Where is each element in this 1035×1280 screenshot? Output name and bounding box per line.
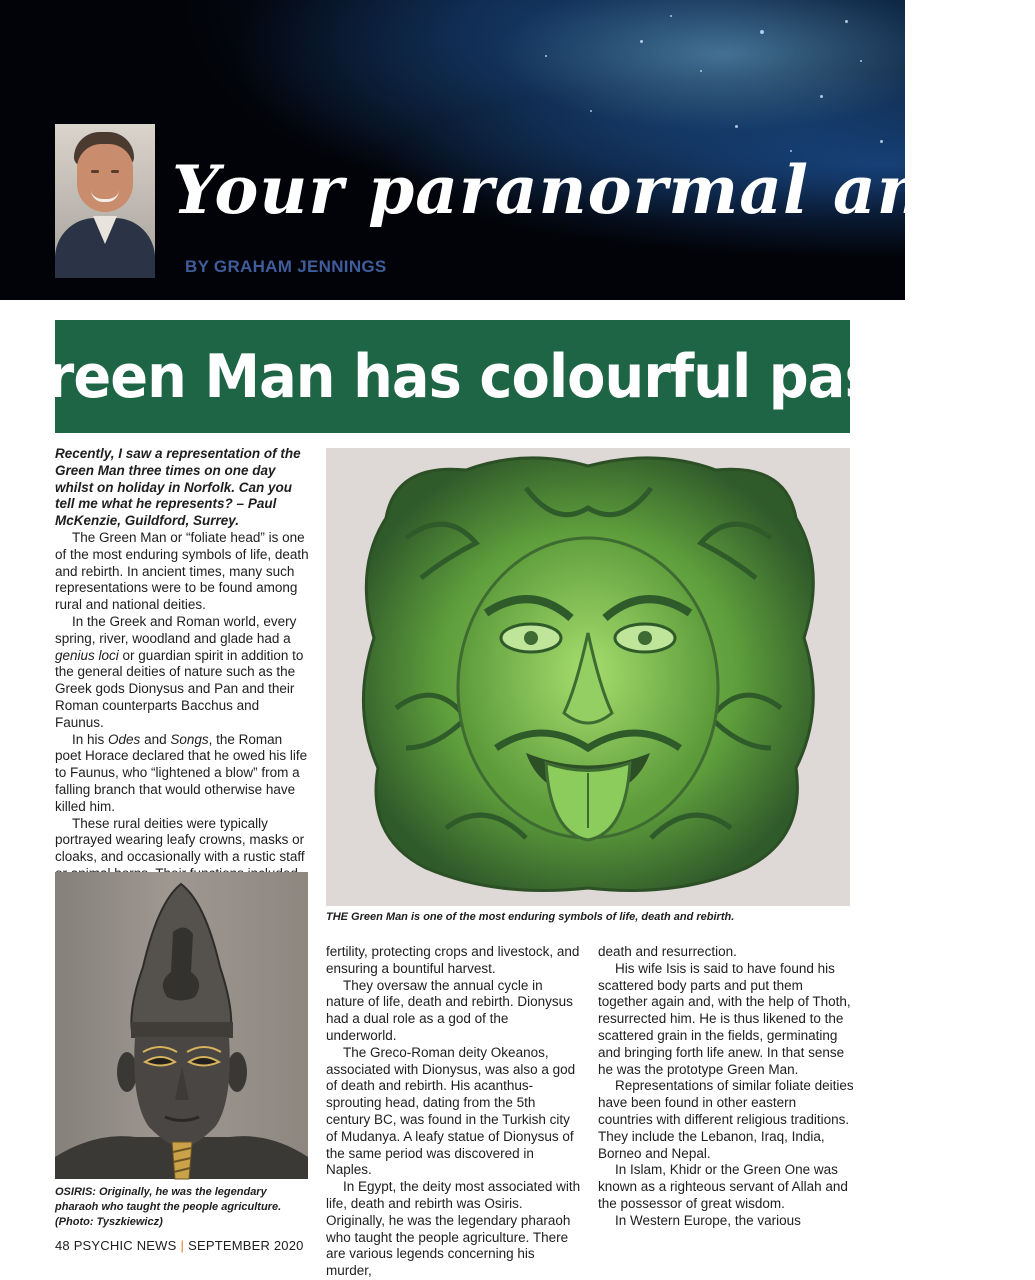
paragraph: In the Greek and Roman world, every spring, river, woodland and glade had a genius loci or guardian spirit in addition to the general deities of nature such as the Greek gods Dionysus and Pan and their Roman counterparts Bacchus and Faunus. bbox=[55, 613, 304, 730]
paragraph: They oversaw the annual cycle in nature of life, death and rebirth. Dionysus had a dual role as a god of the underworld. bbox=[326, 977, 573, 1043]
page-number: 48 bbox=[55, 1238, 70, 1253]
paragraph: fertility, protecting crops and livestock, and ensuring a bountiful harvest. bbox=[326, 944, 580, 976]
osiris-statue-photo bbox=[55, 872, 308, 1179]
publication-name: PSYCHIC NEWS bbox=[73, 1238, 177, 1253]
issue-date: SEPTEMBER 2020 bbox=[188, 1238, 304, 1253]
article-column-2 bbox=[326, 944, 582, 1280]
headline: Green Man has colourful past bbox=[2, 341, 903, 412]
paragraph: In Western Europe, the various bbox=[615, 1212, 801, 1228]
byline: BY GRAHAM JENNINGS bbox=[185, 257, 387, 276]
paragraph: These rural deities were typically portrayed wearing leafy crowns, masks or cloaks, and occasionally with a rustic staff bbox=[55, 815, 305, 865]
paragraph: In Egypt, the deity most associated with life, death and rebirth was Osiris. Originally, he was the legendary pharaoh who taught the people agriculture. There are various legends concerning his murder, bbox=[326, 1179, 581, 1279]
header-banner bbox=[0, 0, 1035, 300]
paragraph: In Islam, Khidr or the Green One was known as a righteous servant of Allah and the possessor of great wisdom. bbox=[598, 1162, 848, 1211]
article-column-1 bbox=[55, 446, 309, 883]
osiris-caption: OSIRIS: Originally, he was the legendary pharaoh who taught the people agriculture. (Photo: Tyszkiewicz) bbox=[55, 1186, 282, 1228]
green-man-photo bbox=[326, 448, 850, 906]
paragraph: His wife Isis is said to have found his scattered body parts and put them together again and, with the help of Thoth, resurrected him. He is thus likened to the scattered grain in the fields, germinating and bringing forth life anew. In that sense he was the prototype Green Man. bbox=[598, 960, 851, 1077]
footer-separator: | bbox=[180, 1238, 185, 1253]
green-man-caption: THE Green Man is one of the most enduring symbols of life, death and rebirth. bbox=[326, 911, 735, 923]
paragraph: The Green Man or “foliate head” is one of the most enduring symbols of life, death and rebirth. In ancient times, many such representations were to be found among rural and national deities. bbox=[55, 529, 309, 613]
headline-box bbox=[2, 320, 903, 433]
reader-question: Recently, I saw a representation of the Green Man three times on one day whilst on holiday in Norfolk. Can you tell me what he represents? – Paul McKenzie, Guildford, Surrey. bbox=[55, 446, 301, 529]
article-column-3 bbox=[598, 944, 854, 1230]
column-title: Your paranormal and s bbox=[172, 151, 1035, 229]
paragraph: death and resurrection. bbox=[598, 944, 737, 959]
paragraph: In his Odes and Songs, the Roman poet Horace declared that he owed his life to Faunus, who “lightened a blow” from a falling branch that would otherwise have killed him. bbox=[55, 731, 308, 814]
paragraph: The Greco-Roman deity Okeanos, associated with Dionysus, was also a god of death and rebirth. His acanthus-sprouting head, dating from the 5th century BC, was found in the Turkish city of Mudanya. A leafy statue of Dionysus of the same period was discovered in Naples. bbox=[326, 1044, 576, 1178]
page-footer bbox=[55, 1238, 304, 1253]
paragraph: Representations of similar foliate deities have been found in other eastern countries with different religious traditions. They include the Lebanon, Iraq, India, Borneo and Nepal. bbox=[598, 1078, 854, 1161]
author-portrait bbox=[55, 124, 155, 271]
